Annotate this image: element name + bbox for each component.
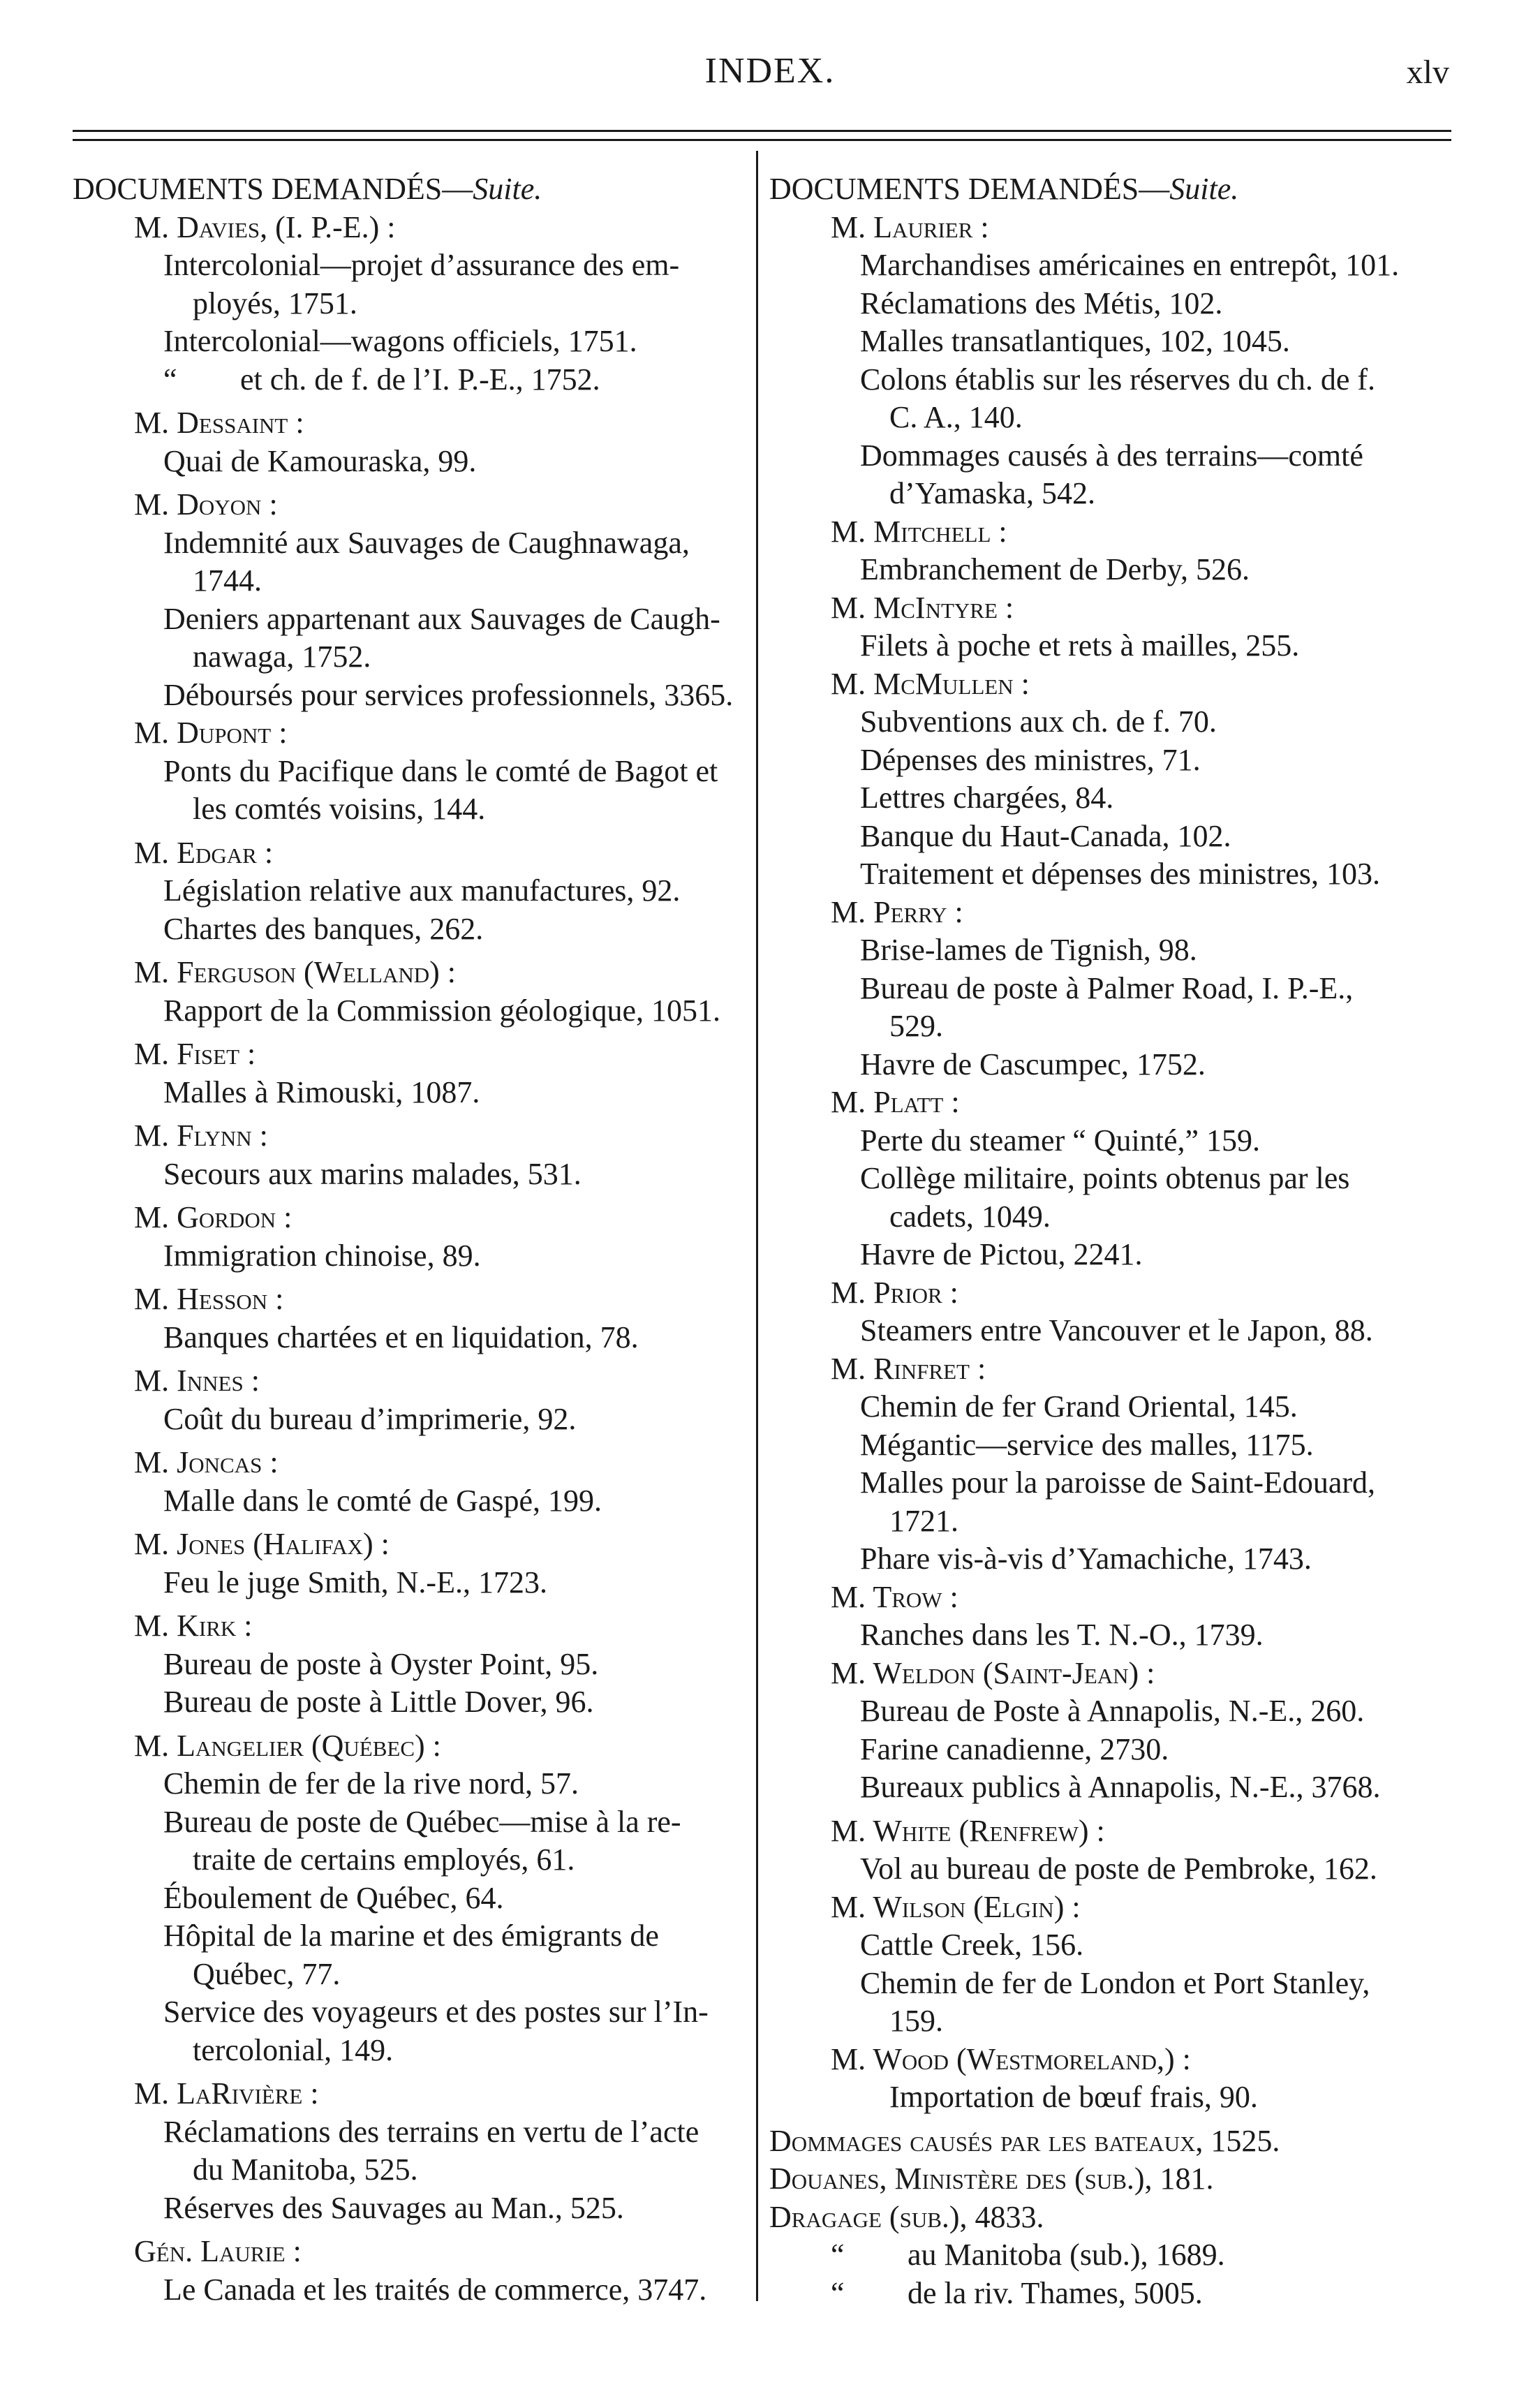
entry-item: Immigration chinoise, 89.: [163, 1238, 481, 1273]
header-rule-top: [73, 130, 1451, 132]
entry-item: Rapport de la Commission géologique, 1051.: [163, 993, 721, 1028]
entry-item: Le Canada et les traités de commerce, 3747.: [163, 2272, 707, 2307]
entry-item: Dommages causés à des terrains—comté: [860, 438, 1363, 473]
entry-name: M. Perry :: [831, 894, 963, 929]
entry-item: Hôpital de la marine et des émigrants de: [163, 1919, 659, 1953]
entry-item: Havre de Pictou, 2241.: [860, 1237, 1143, 1271]
entry-item: Marchandises américaines en entrepôt, 101.: [860, 248, 1400, 282]
entry-item: Chemin de fer de la rive nord, 57.: [163, 1766, 579, 1801]
page-number: xlv: [1406, 54, 1449, 91]
heading-suite: Suite.: [1169, 172, 1239, 206]
entry-item: Ponts du Pacifique dans le comté de Bagot et: [163, 753, 718, 788]
entry-item: Malles à Rimouski, 1087.: [163, 1074, 480, 1109]
entry-name: M. Dupont :: [134, 716, 288, 750]
entry-name: M. Joncas :: [134, 1445, 279, 1479]
index-entry: Dragage (sub.), 4833.: [769, 2199, 1044, 2234]
entry-name: M. Flynn :: [134, 1118, 268, 1153]
entry-item: Coût du bureau d’imprimerie, 92.: [163, 1401, 577, 1436]
entry-name: M. Ferguson (Welland) :: [134, 955, 457, 989]
entry-item-cont: Québec, 77.: [193, 1956, 341, 1991]
index-entry: Dommages causés par les bateaux, 1525.: [769, 2123, 1280, 2158]
entry-item: Éboulement de Québec, 64.: [163, 1880, 504, 1915]
index-subentry: [769, 2236, 1457, 2275]
entry-item: Service des voyageurs et des postes sur l’In-: [163, 1995, 709, 2029]
entry-name: M. Mitchell :: [831, 514, 1007, 549]
entry-item-cont: traite de certains employés, 61.: [193, 1842, 575, 1877]
entry-name: M. Davies, (I. P.-E.) :: [134, 209, 396, 244]
left-column: [73, 170, 750, 2309]
entry-item: Bureaux publics à Annapolis, N.-E., 3768.: [860, 1770, 1381, 1804]
entry-item: Subventions aux ch. de f. 70.: [860, 704, 1217, 739]
heading-text: DOCUMENTS DEMANDÉS—: [769, 172, 1170, 206]
entry-item-cont: 1721.: [889, 1503, 958, 1538]
entry-item-cont: 1744.: [193, 563, 262, 598]
entry-item: Havre de Cascumpec, 1752.: [860, 1047, 1206, 1081]
entry-name: M. Prior :: [831, 1275, 958, 1310]
entry-item: Lettres chargées, 84.: [860, 781, 1114, 815]
entry-item: Intercolonial—wagons officiels, 1751.: [163, 324, 637, 358]
section-heading: [769, 170, 1457, 209]
entry-item: Banques chartées et en liquidation, 78.: [163, 1320, 639, 1354]
entry-item: Réserves des Sauvages au Man., 525.: [163, 2190, 624, 2225]
entry-item: Malle dans le comté de Gaspé, 199.: [163, 1483, 602, 1518]
entry-item: Bureau de poste à Palmer Road, I. P.-E.,: [860, 970, 1354, 1005]
entry-item-cont: 159.: [889, 2004, 943, 2038]
entry-name: M. Dessaint :: [134, 406, 304, 440]
entry-item: Embranchement de Derby, 526.: [860, 552, 1250, 586]
entry-item: Bureau de poste de Québec—mise à la re-: [163, 1804, 681, 1839]
entry-item-text: et ch. de f. de l’I. P.-E., 1752.: [240, 362, 600, 397]
entry-name: M. Edgar :: [134, 835, 274, 870]
entry-item: Importation de bœuf frais, 90.: [889, 2080, 1258, 2114]
entry-name: M. White (Renfrew) :: [831, 1813, 1105, 1848]
entry-item: Farine canadienne, 2730.: [860, 1731, 1169, 1766]
entry-name: M. Doyon :: [134, 487, 278, 522]
entry-item: Mégantic—service des malles, 1175.: [860, 1427, 1314, 1462]
entry-item: Bureau de Poste à Annapolis, N.-E., 260.: [860, 1694, 1365, 1728]
entry-name: M. Kirk :: [134, 1609, 253, 1643]
entry-name: M. Weldon (Saint-Jean) :: [831, 1655, 1155, 1690]
section-heading: [73, 170, 750, 209]
page-header: [0, 43, 1540, 106]
entry-item: Chemin de fer de London et Port Stanley,: [860, 1965, 1370, 2000]
column-divider: [756, 151, 758, 2301]
entry-name: M. LaRivière :: [134, 2076, 319, 2111]
entry-item-cont: du Manitoba, 525.: [193, 2152, 418, 2187]
entry-item-cont: C. A., 140.: [889, 400, 1023, 434]
entry-name: M. Wilson (Elgin) :: [831, 1889, 1081, 1924]
entry-item: Malles transatlantiques, 102, 1045.: [860, 324, 1290, 358]
entry-item: Feu le juge Smith, N.-E., 1723.: [163, 1565, 547, 1599]
index-subentry-text: au Manitoba (sub.), 1689.: [908, 2238, 1225, 2272]
entry-item: Déboursés pour services professionnels, 3365.: [163, 677, 734, 712]
ditto-mark: “: [831, 2275, 845, 2310]
entry-item-cont: nawaga, 1752.: [193, 640, 371, 674]
index-entry: Douanes, Ministère des (sub.), 181.: [769, 2161, 1214, 2196]
right-column: [769, 170, 1457, 2312]
entry-item: [73, 361, 750, 399]
entry-item: Dépenses des ministres, 71.: [860, 742, 1201, 777]
entry-item: Phare vis-à-vis d’Yamachiche, 1743.: [860, 1542, 1312, 1576]
entry-item-cont: les comtés voisins, 144.: [193, 792, 486, 826]
entry-item: Brise-lames de Tignish, 98.: [860, 933, 1197, 967]
entry-item-cont: d’Yamaska, 542.: [889, 476, 1095, 510]
entry-name: M. Laurier :: [831, 209, 989, 244]
entry-name: M. Fiset :: [134, 1037, 256, 1071]
entry-name: M. Hesson :: [134, 1282, 284, 1316]
entry-name: M. Rinfret :: [831, 1351, 986, 1386]
entry-item: Intercolonial—projet d’assurance des em-: [163, 248, 680, 282]
entry-item: Ranches dans les T. N.-O., 1739.: [860, 1618, 1264, 1652]
index-subentry-text: de la riv. Thames, 5005.: [908, 2275, 1203, 2310]
entry-item-cont: ployés, 1751.: [193, 286, 357, 320]
entry-item: Réclamations des terrains en vertu de l’acte: [163, 2114, 699, 2149]
entry-item: Filets à poche et rets à mailles, 255.: [860, 628, 1300, 663]
entry-item-cont: 529.: [889, 1009, 943, 1043]
entry-item: Collège militaire, points obtenus par les: [860, 1161, 1350, 1195]
entry-name: M. Wood (Westmoreland,) :: [831, 2041, 1191, 2076]
heading-suite: Suite.: [473, 172, 542, 206]
entry-item: Bureau de poste à Little Dover, 96.: [163, 1685, 594, 1719]
header-rule-bottom: [73, 139, 1451, 141]
entry-item: Législation relative aux manufactures, 92.: [163, 873, 681, 908]
entry-name: M. Trow :: [831, 1579, 958, 1614]
entry-item: Cattle Creek, 156.: [860, 1928, 1084, 1962]
entry-item: Quai de Kamouraska, 99.: [163, 443, 477, 478]
entry-item: Malles pour la paroisse de Saint-Edouard,: [860, 1465, 1376, 1500]
entry-item: Traitement et dépenses des ministres, 103.: [860, 857, 1381, 891]
entry-item: Colons établis sur les réserves du ch. de f.: [860, 362, 1376, 397]
entry-name: Gén. Laurie :: [134, 2234, 302, 2268]
ditto-mark: “: [831, 2238, 845, 2272]
entry-item-cont: cadets, 1049.: [889, 1199, 1051, 1234]
entry-name: M. Jones (Halifax) :: [134, 1527, 390, 1561]
entry-item-cont: tercolonial, 149.: [193, 2032, 394, 2067]
entry-item: Secours aux marins malades, 531.: [163, 1156, 582, 1191]
entry-item: Vol au bureau de poste de Pembroke, 162.: [860, 1852, 1377, 1886]
entry-item: Deniers appartenant aux Sauvages de Caugh-: [163, 601, 720, 636]
entry-item: Indemnité aux Sauvages de Caughnawaga,: [163, 525, 690, 560]
entry-item: Chemin de fer Grand Oriental, 145.: [860, 1389, 1298, 1424]
entry-name: M. McIntyre :: [831, 590, 1014, 625]
entry-item: Perte du steamer “ Quinté,” 159.: [860, 1123, 1261, 1158]
entry-name: M. McMullen :: [831, 666, 1030, 701]
entry-name: M. Gordon :: [134, 1200, 293, 1234]
entry-item: Réclamations des Métis, 102.: [860, 286, 1223, 320]
entry-item: Steamers entre Vancouver et le Japon, 88.: [860, 1313, 1373, 1347]
index-subentry: [769, 2275, 1457, 2313]
entry-name: M. Innes :: [134, 1364, 260, 1398]
entry-name: M. Platt :: [831, 1085, 960, 1119]
ditto-mark: “: [163, 362, 177, 397]
entry-name: M. Langelier (Québec) :: [134, 1728, 441, 1763]
entry-item: Chartes des banques, 262.: [163, 911, 484, 946]
page-title: INDEX.: [704, 51, 836, 91]
entry-item: Banque du Haut-Canada, 102.: [860, 818, 1231, 853]
entry-item: Bureau de poste à Oyster Point, 95.: [163, 1646, 599, 1681]
heading-text: DOCUMENTS DEMANDÉS—: [73, 172, 473, 206]
